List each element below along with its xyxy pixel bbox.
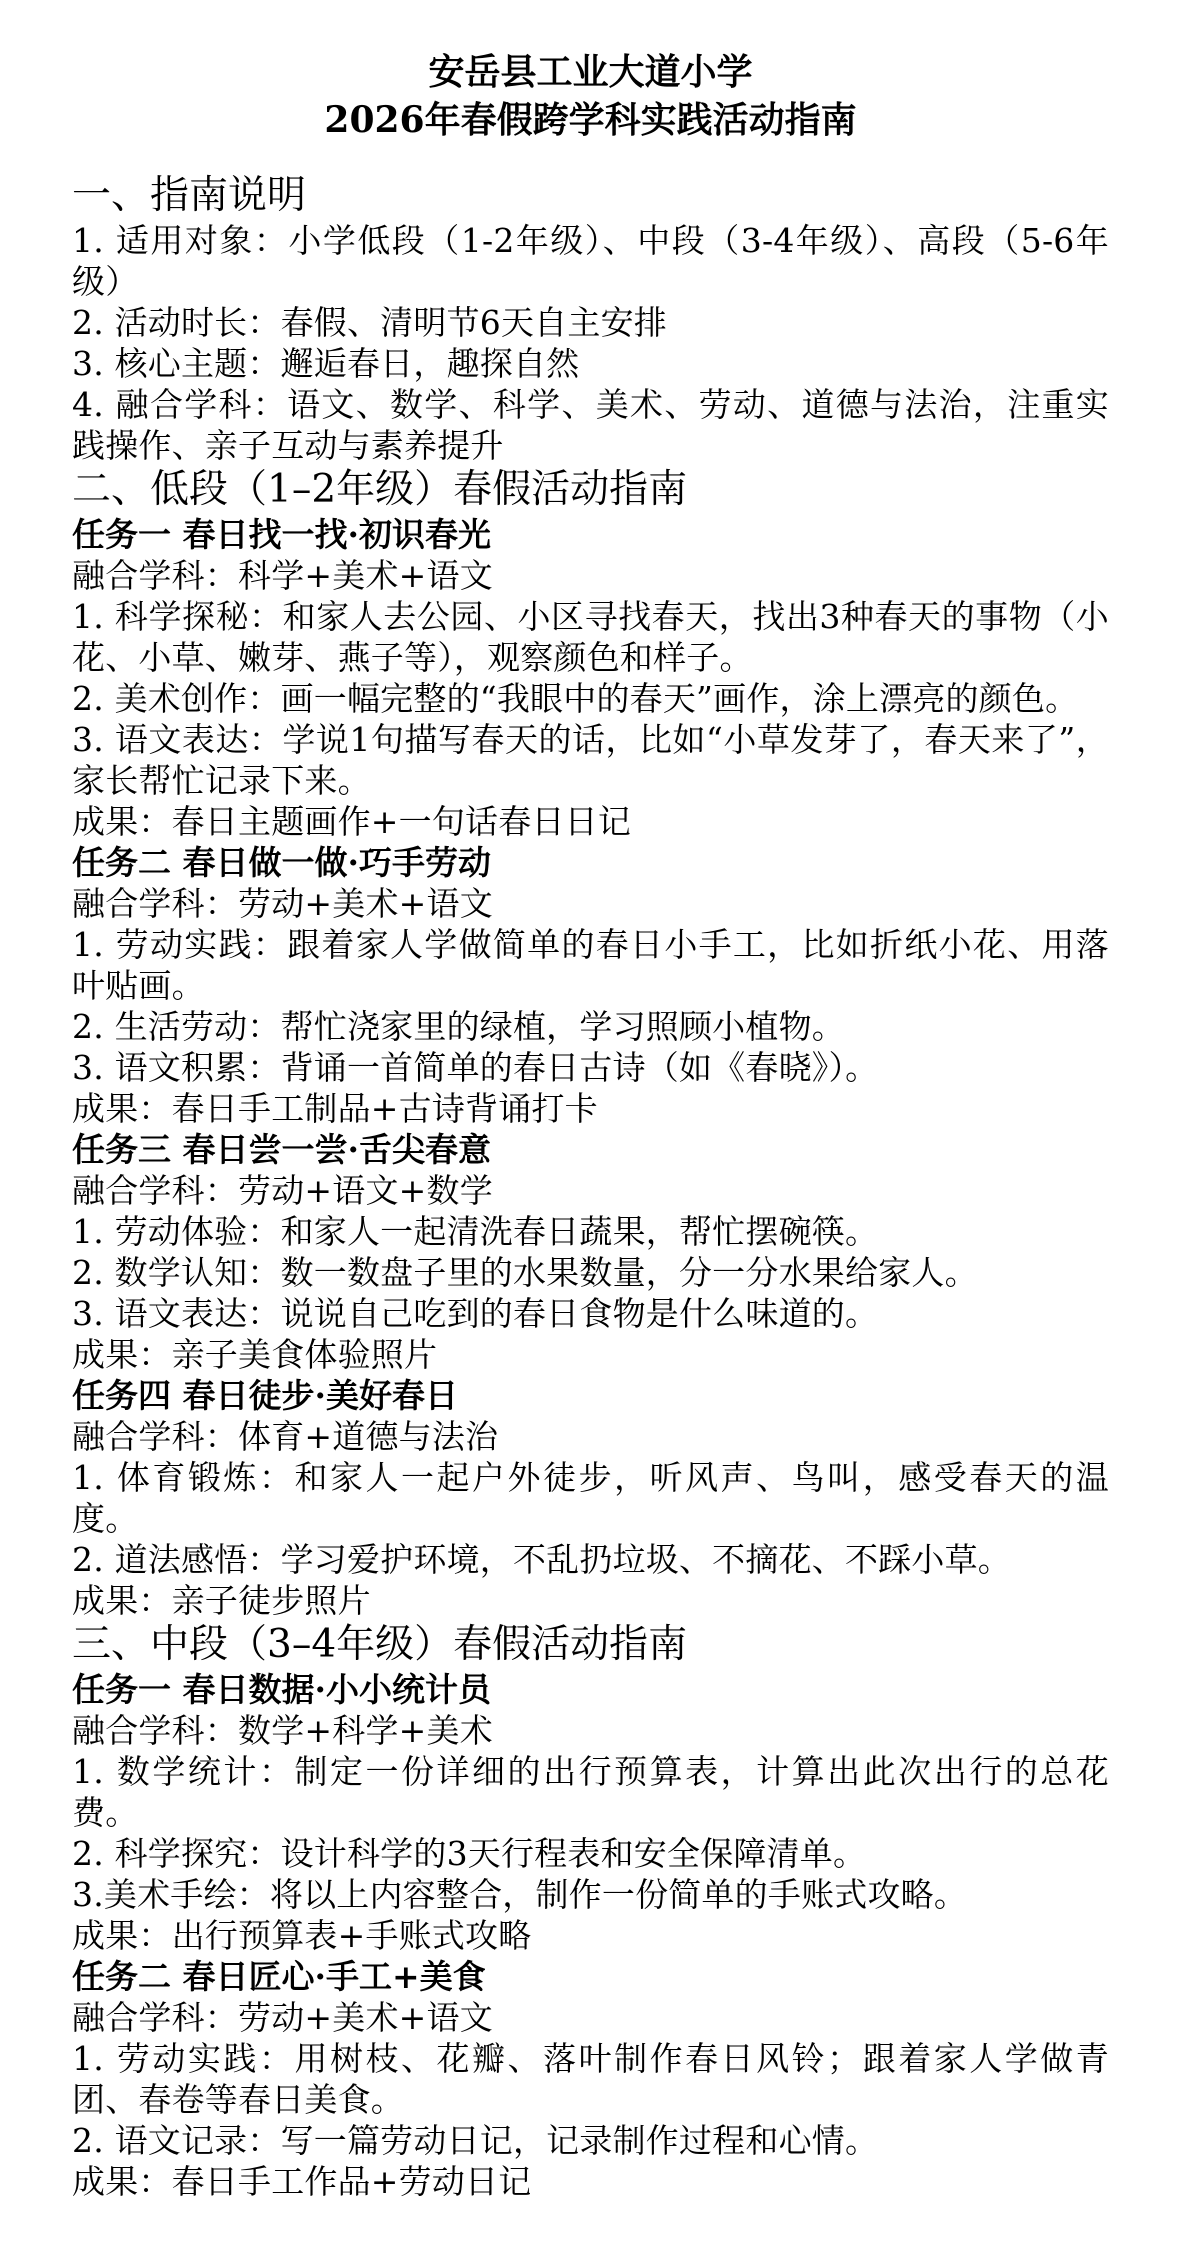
section-1-item: 1. 适用对象：小学低段（1-2年级）、中段（3-4年级）、高段（5-6年级）	[72, 221, 1109, 301]
task-subjects: 融合学科：劳动+美术+语文	[72, 1998, 493, 2037]
section-1-item: 3. 核心主题：邂逅春日，趣探自然	[72, 344, 580, 383]
task-item: 1. 劳动实践：跟着家人学做简单的春日小手工，比如折纸小花、用落叶贴画。	[72, 925, 1109, 1005]
section-1-item: 2. 活动时长：春假、清明节6天自主安排	[72, 303, 667, 342]
task-subjects: 融合学科：数学+科学+美术	[72, 1711, 493, 1750]
task-item: 1. 体育锻炼：和家人一起户外徒步，听风声、鸟叫，感受春天的温度。	[72, 1458, 1109, 1538]
task-subjects: 融合学科：体育+道德与法治	[72, 1417, 499, 1456]
section-1-item: 4. 融合学科：语文、数学、科学、美术、劳动、道德与法治，注重实践操作、亲子互动与素养提升	[72, 385, 1109, 465]
section-3-heading: 三、中段（3–4年级）春假活动指南	[72, 1622, 688, 1667]
task-title: 任务四 春日徒步·美好春日	[72, 1376, 458, 1415]
task-result: 成果：出行预算表+手账式攻略	[72, 1916, 532, 1955]
task-item: 2. 生活劳动：帮忙浇家里的绿植，学习照顾小植物。	[72, 1007, 845, 1046]
task-subjects: 融合学科：劳动+美术+语文	[72, 884, 493, 923]
task-item: 3.美术手绘：将以上内容整合，制作一份简单的手账式攻略。	[72, 1875, 968, 1914]
task-title: 任务二 春日做一做·巧手劳动	[72, 843, 491, 882]
task-item: 2. 美术创作：画一幅完整的“我眼中的春天”画作，涂上漂亮的颜色。	[72, 679, 1079, 718]
task-title: 任务一 春日数据·小小统计员	[72, 1670, 491, 1709]
task-title: 任务一 春日找一找·初识春光	[72, 515, 491, 554]
task-item: 2. 数学认知：数一数盘子里的水果数量，分一分水果给家人。	[72, 1253, 978, 1292]
task-item: 1. 劳动实践：用树枝、花瓣、落叶制作春日风铃；跟着家人学做青团、春卷等春日美食。	[72, 2039, 1109, 2119]
task-result: 成果：亲子美食体验照片	[72, 1335, 438, 1374]
task-item: 1. 科学探秘：和家人去公园、小区寻找春天，找出3种春天的事物（小花、小草、嫩芽、燕子等），观察颜色和样子。	[72, 597, 1109, 677]
task-item: 2. 语文记录：写一篇劳动日记，记录制作过程和心情。	[72, 2121, 879, 2160]
task-result: 成果：春日手工作品+劳动日记	[72, 2162, 532, 2201]
task-subjects: 融合学科：科学+美术+语文	[72, 556, 493, 595]
section-1-heading: 一、指南说明	[72, 173, 307, 218]
task-result: 成果：春日手工制品+古诗背诵打卡	[72, 1089, 598, 1128]
task-title: 任务三 春日尝一尝·舌尖春意	[72, 1130, 491, 1169]
task-result: 成果：春日主题画作+一句话春日日记	[72, 802, 632, 841]
task-item: 1. 数学统计：制定一份详细的出行预算表，计算出此次出行的总花费。	[72, 1752, 1109, 1832]
task-item: 3. 语文表达：学说1句描写春天的话，比如“小草发芽了，春天来了”，家长帮忙记录下来。	[72, 720, 1109, 800]
task-item: 3. 语文表达：说说自己吃到的春日食物是什么味道的。	[72, 1294, 879, 1333]
task-subjects: 融合学科：劳动+语文+数学	[72, 1171, 493, 1210]
task-item: 1. 劳动体验：和家人一起清洗春日蔬果，帮忙摆碗筷。	[72, 1212, 879, 1251]
task-item: 2. 道法感悟：学习爱护环境，不乱扔垃圾、不摘花、不踩小草。	[72, 1540, 1011, 1579]
task-result: 成果：亲子徒步照片	[72, 1581, 371, 1620]
guide-title: 2026年春假跨学科实践活动指南	[324, 99, 857, 141]
task-item: 2. 科学探究：设计科学的3天行程表和安全保障清单。	[72, 1834, 867, 1873]
task-item: 3. 语文积累：背诵一首简单的春日古诗（如《春晓》）。	[72, 1048, 879, 1087]
school-name-title: 安岳县工业大道小学	[428, 51, 753, 93]
task-title: 任务二 春日匠心·手工+美食	[72, 1957, 486, 1996]
section-2-heading: 二、低段（1–2年级）春假活动指南	[72, 467, 688, 512]
